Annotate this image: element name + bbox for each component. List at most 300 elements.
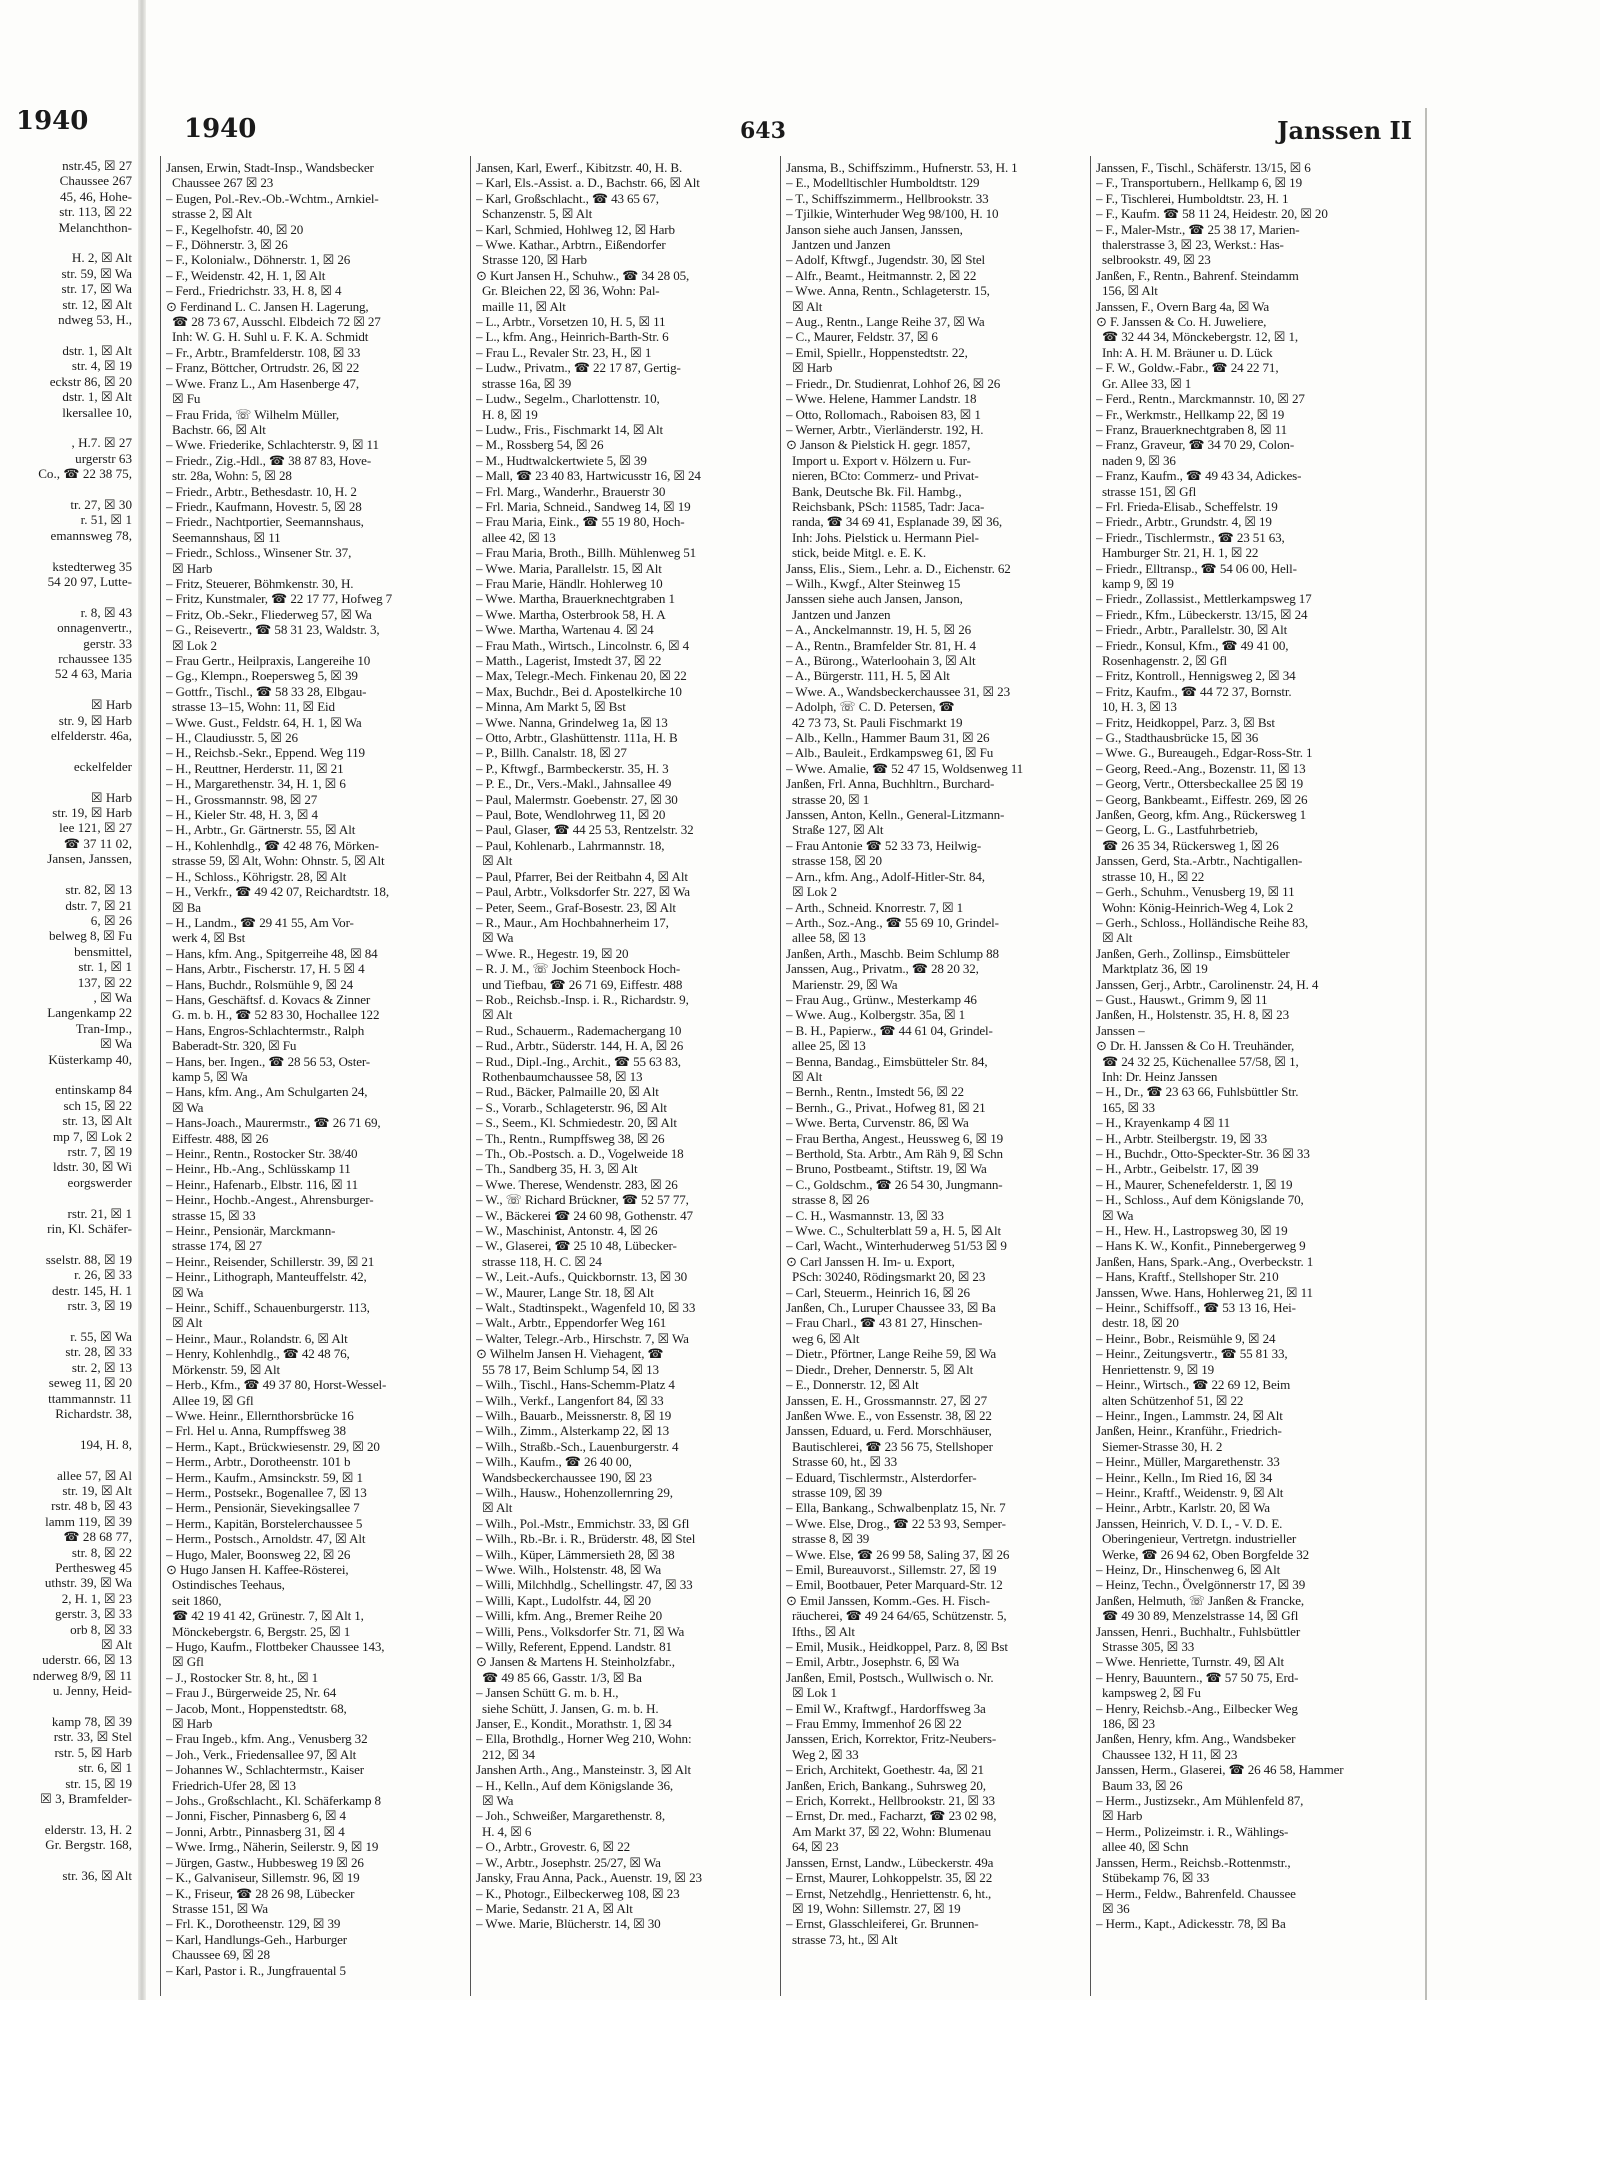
directory-entry-line: – Rob., Reichsb.-Insp. i. R., Richardstr. 9, xyxy=(476,991,689,1007)
left-page-fragment-line: ☎ 28 68 77, xyxy=(63,1529,132,1545)
directory-entry-line: – H., Claudiusstr. 5, ☒ 26 xyxy=(166,730,298,746)
directory-entry-line: – Willy, Referent, Eppend. Landstr. 81 xyxy=(476,1639,672,1654)
directory-entry-line: ⊙ Carl Janssen H. Im- u. Export, xyxy=(786,1253,955,1269)
directory-entry-line: – Hans, ber. Ingen., ☎ 28 56 53, Oster- xyxy=(166,1053,371,1069)
directory-entry-line: – Frau Bertha, Angest., Heussweg 6, ☒ 19 xyxy=(786,1130,1004,1146)
directory-entry-line: – Hans, kfm. Ang., Am Schulgarten 24, xyxy=(166,1084,368,1100)
directory-entry-line: – Wilh., Hausw., Hohenzollernring 29, xyxy=(476,1484,673,1500)
directory-entry-line: – Karl, Pastor i. R., Jungfrauental 5 xyxy=(166,1962,346,1978)
directory-entry-line: Strasse 305, ☒ 33 xyxy=(1102,1639,1195,1654)
left-page-fragment-line xyxy=(0,1067,132,1082)
left-page-fragment-line: rstr. 3, ☒ 19 xyxy=(67,1298,132,1314)
left-page-fragment-line: ttammannstr. 11 xyxy=(48,1390,132,1406)
directory-entry-line: – H., Krayenkamp 4 ☒ 11 xyxy=(1096,1115,1230,1131)
left-page-fragment-line xyxy=(0,1236,132,1251)
directory-entry-line: – J., Rostocker Str. 8, ht., ☒ 1 xyxy=(166,1669,319,1685)
directory-entry-line: Strasse 151, ☒ Wa xyxy=(172,1900,268,1916)
directory-entry-line: ☒ 19, Wohn: Sillemstr. 27, ☒ 19 xyxy=(792,1900,961,1916)
left-page-fragment-line: 54 20 97, Lutte- xyxy=(47,573,132,589)
directory-entry-line: – Heinr., Pensionär, Marckmann- xyxy=(166,1223,336,1239)
directory-entry-line: – Wilh., Tischl., Hans-Schemm-Platz 4 xyxy=(476,1377,675,1393)
left-page-fragment-line: elfelderstr. 46a, xyxy=(50,728,132,744)
directory-entry-line: – F., Transportubern., Hellkamp 6, ☒ 19 xyxy=(1096,175,1302,191)
directory-entry-line: – Wwe. Friederike, Schlachterstr. 9, ☒ 11 xyxy=(166,437,379,453)
directory-entry-line: strasse 118, H. C. ☒ 24 xyxy=(482,1253,602,1269)
directory-entry-line: ☒ Lok 2 xyxy=(172,637,217,653)
directory-entry-line: 212, ☒ 34 xyxy=(482,1746,535,1762)
directory-entry-line: – Dietr., Pförtner, Lange Reihe 59, ☒ Wa xyxy=(786,1346,997,1362)
directory-entry-line: ☒ Gfl xyxy=(172,1654,204,1670)
left-page-text-column xyxy=(0,158,132,1884)
directory-entry-line: – R., Maur., Am Hochbahnerheim 17, xyxy=(476,914,669,930)
left-page-fragment-line: belweg 8, ☒ Fu xyxy=(48,928,132,944)
directory-entry-line: Hamburger Str. 21, H. 1, ☒ 22 xyxy=(1102,545,1259,561)
directory-entry-line: Bank, Deutsche Bk. Fil. Hambg., xyxy=(792,483,962,499)
directory-entry-line: strasse 10, H., ☒ 22 xyxy=(1102,868,1205,884)
directory-entry-line: – Wwe. Aug., Kolbergstr. 35a, ☒ 1 xyxy=(786,1007,966,1023)
directory-entry-line: – Bruno, Postbeamt., Stiftstr. 19, ☒ Wa xyxy=(786,1161,987,1177)
directory-entry-line: Gr. Allee 33, ☒ 1 xyxy=(1102,375,1192,391)
directory-entry-line: Straße 127, ☒ Alt xyxy=(792,822,884,838)
directory-entry-line: – Wwe. A., Wandsbeckerchaussee 31, ☒ 23 xyxy=(786,683,1010,699)
left-page-fragment-line: str. 9, ☒ Harb xyxy=(58,712,132,728)
directory-entry-line: – Frau Math., Wirtsch., Lincolnstr. 6, ☒ 4 xyxy=(476,637,690,653)
directory-entry-line: ☎ 24 32 25, Küchenallee 57/58, ☒ 1, xyxy=(1102,1053,1299,1069)
directory-entry-line: – Wwe. C., Schulterblatt 59 a, H. 5, ☒ Alt xyxy=(786,1223,1002,1239)
directory-entry-line: – Frl. K., Dorotheenstr. 129, ☒ 39 xyxy=(166,1916,341,1932)
directory-entry-line: – Friedr., Dr. Studienrat, Lohhof 26, ☒ 26 xyxy=(786,375,1001,391)
directory-entry-line: – H., Arbtr., Geibelstr. 17, ☒ 39 xyxy=(1096,1161,1259,1177)
directory-entry-line: – Werner, Arbtr., Vierländerstr. 192, H. xyxy=(786,421,984,437)
directory-entry-line: – O., Arbtr., Grovestr. 6, ☒ 22 xyxy=(476,1839,631,1855)
left-page-fragment-line: Küsterkamp 40, xyxy=(48,1051,132,1067)
directory-entry-line: – P., Kftwgf., Barmbeckerstr. 35, H. 3 xyxy=(476,760,669,776)
directory-entry-line: ☎ 28 73 67, Ausschl. Elbdeich 72 ☒ 27 xyxy=(172,314,381,330)
directory-entry-line: – Wwe. G., Bureaugeh., Edgar-Ross-Str. 1 xyxy=(1096,745,1313,761)
left-page-fragment-line: nderweg 8/9, ☒ 11 xyxy=(32,1667,132,1683)
directory-entry-line: – R. J. M., ☏ Jochim Steenbock Hoch- xyxy=(476,961,681,977)
directory-entry-line: allee 25, ☒ 13 xyxy=(792,1038,866,1054)
directory-entry-line: str. 28a, Wohn: 5, ☒ 28 xyxy=(172,468,292,484)
directory-entry-line: – K., Friseur, ☎ 28 26 98, Lübecker xyxy=(166,1885,355,1901)
directory-entry-line: – Arth., Schneid. Knorrestr. 7, ☒ 1 xyxy=(786,899,964,915)
directory-entry-line: Henriettenstr. 9, ☒ 19 xyxy=(1102,1361,1215,1377)
directory-entry-line: – W., Arbtr., Josephstr. 25/27, ☒ Wa xyxy=(476,1854,661,1870)
left-page-fragment-line: dstr. 1, ☒ Alt xyxy=(62,389,132,405)
left-page-fragment-line: lamm 119, ☒ 39 xyxy=(45,1513,132,1529)
left-page-fragment-line: lkersallee 10, xyxy=(62,404,132,420)
directory-entry-line: – Friedr., Nachtportier, Seemannshaus, xyxy=(166,514,364,530)
directory-entry-line: – G., Reisevertr., ☎ 58 31 23, Waldstr. 3, xyxy=(166,622,380,638)
directory-entry-line: Janßen, Heinr., Kranführ., Friedrich- xyxy=(1096,1423,1282,1439)
left-page-fragment-line: rstr. 5, ☒ Harb xyxy=(54,1744,132,1760)
left-page-fragment-line: bensmittel, xyxy=(74,943,132,959)
directory-entry-line: – Georg, Reed.-Ang., Bozenstr. 11, ☒ 13 xyxy=(1096,760,1306,776)
directory-entry-line: – Hans, Arbtr., Fischerstr. 17, H. 5 ☒ 4 xyxy=(166,961,365,977)
directory-entry-line: – F. W., Goldw.-Fabr., ☎ 24 22 71, xyxy=(1096,360,1279,376)
directory-entry-line: – Wwe. Martha, Brauerknechtgraben 1 xyxy=(476,591,675,607)
directory-entry-line: – Karl, Schmied, Hohlweg 12, ☒ Harb xyxy=(476,221,675,237)
left-page-fragment-line: rstr. 48 b, ☒ 43 xyxy=(51,1498,132,1514)
directory-entry-line: – Alfr., Beamt., Heitmannstr. 2, ☒ 22 xyxy=(786,267,977,283)
directory-entry-line: Bautischlerei, ☎ 23 56 75, Stellshoper xyxy=(792,1438,993,1454)
directory-entry-line: – Max, Buchdr., Bei d. Apostelkirche 10 xyxy=(476,683,682,699)
left-page-fragment-line: allee 57, ☒ Al xyxy=(56,1467,132,1483)
directory-entry-line: – Otto, Arbtr., Glashüttenstr. 111a, H. B xyxy=(476,730,678,746)
left-page-fragment-line xyxy=(0,1452,132,1467)
directory-entry-line: Janßen, Hans, Spark.-Ang., Overbeckstr. 1 xyxy=(1096,1253,1314,1269)
directory-entry-line: – W., Leit.-Aufs., Quickbornstr. 13, ☒ 30 xyxy=(476,1269,688,1285)
directory-entry-line: – Eduard, Tischlermstr., Alsterdorfer- xyxy=(786,1469,977,1485)
left-page-fragment-line: str. 19, ☒ Harb xyxy=(52,805,132,821)
left-page-fragment-line: urgerstr 63 xyxy=(75,450,132,466)
directory-entry-line: – Wilh., Kwgf., Alter Steinweg 15 xyxy=(786,575,961,591)
directory-entry-line: allee 42, ☒ 13 xyxy=(482,529,556,545)
directory-entry-line: Jansma, B., Schiffszimm., Hufnerstr. 53, H. 1 xyxy=(786,160,1018,175)
directory-entry-line: Reichsbank, PSch: 11585, Tadr: Jaca- xyxy=(792,498,985,514)
directory-entry-line: – Frau Emmy, Immenhof 26 ☒ 22 xyxy=(786,1716,962,1732)
directory-entry-line: siehe Schütt, J. Jansen, G. m. b. H. xyxy=(482,1700,659,1716)
directory-entry-line: – F., Döhnerstr. 3, ☒ 26 xyxy=(166,237,288,253)
directory-entry-line: – Wwe. Henriette, Turnstr. 49, ☒ Alt xyxy=(1096,1654,1284,1670)
directory-entry-line: – Hans, Kraftf., Stellshoper Str. 210 xyxy=(1096,1269,1279,1285)
directory-entry-line: – Hugo, Kaufm., Flottbeker Chaussee 143, xyxy=(166,1639,385,1654)
directory-entry-line: Janßen, Erich, Bankang., Suhrsweg 20, xyxy=(786,1777,986,1793)
directory-entry-line: – M., Hudtwalckertwiete 5, ☒ 39 xyxy=(476,452,647,468)
directory-entry-line: – Mall, ☎ 23 40 83, Hartwicusstr 16, ☒ 24 xyxy=(476,468,701,484)
directory-entry-line: – Hans, Engros-Schlachtermstr., Ralph xyxy=(166,1022,365,1038)
directory-entry-line: ☎ 26 35 34, Rückersweg 1, ☒ 26 xyxy=(1102,837,1279,853)
left-page-fragment-line: Langenkamp 22 xyxy=(47,1005,132,1021)
column-rule xyxy=(470,156,471,1996)
directory-entry-line: – P., Billh. Canalstr. 18, ☒ 27 xyxy=(476,745,627,761)
directory-entry-line: ⊙ Dr. H. Janssen & Co H. Treuhänder, xyxy=(1096,1038,1295,1054)
directory-entry-line: strasse 8, ☒ 26 xyxy=(792,1192,870,1208)
directory-entry-line: räucherei, ☎ 49 24 64/65, Schützenstr. 5, xyxy=(792,1608,1007,1624)
directory-entry-line: strasse 13–15, Wohn: 11, ☒ Eid xyxy=(172,699,335,715)
directory-entry-line: ☒ Wa xyxy=(172,1099,204,1115)
directory-entry-line: ☒ Wa xyxy=(482,1793,514,1809)
directory-entry-line: Baberadt-Str. 320, ☒ Fu xyxy=(172,1038,297,1054)
directory-entry-line: – Tjilkie, Winterhuder Weg 98/100, H. 10 xyxy=(786,206,999,222)
directory-entry-line: kamp 9, ☒ 19 xyxy=(1102,575,1174,591)
directory-entry-line: allee 40, ☒ Schn xyxy=(1102,1839,1189,1855)
directory-entry-line: ⊙ Hugo Jansen H. Kaffee-Rösterei, xyxy=(166,1561,349,1577)
left-page-fragment-line: eckstr 86, ☒ 20 xyxy=(49,373,132,389)
directory-entry-line: – Georg, Bankbeamt., Eiffestr. 269, ☒ 26 xyxy=(1096,791,1308,807)
directory-entry-line: – Friedr., Arbtr., Parallelstr. 30, ☒ Alt xyxy=(1096,622,1288,638)
directory-entry-line: Wandsbeckerchaussee 190, ☒ 23 xyxy=(482,1469,652,1485)
directory-entry-line: ☒ Ba xyxy=(172,899,201,915)
left-page-fragment-line: , ☒ Wa xyxy=(93,989,132,1005)
left-page-fragment-line xyxy=(0,543,132,558)
directory-entry-line: – Emil, Bureauvorst., Sillemstr. 27, ☒ 19 xyxy=(786,1561,997,1577)
left-page-fragment-line: eckelfelder xyxy=(73,758,132,774)
directory-entry-line: – Heinr., Wirtsch., ☎ 22 69 12, Beim xyxy=(1096,1377,1291,1393)
directory-entry-line: Strasse 120, ☒ Harb xyxy=(482,252,587,268)
directory-entry-line: alten Schützenhof 51, ☒ 22 xyxy=(1102,1392,1244,1408)
directory-entry-line: – Friedr., Tischlermstr., ☎ 23 51 63, xyxy=(1096,529,1285,545)
directory-entry-line: – Heinz, Techn., Övelgönnerstr 17, ☒ 39 xyxy=(1096,1577,1306,1593)
directory-entry-line: – Wwe. Irmg., Näherin, Seilerstr. 9, ☒ 19 xyxy=(166,1839,379,1855)
directory-entry-line: Chaussee 132, H 11, ☒ 23 xyxy=(1102,1746,1238,1762)
directory-entry-line: Jansky, Frau Anna, Pack., Auenstr. 19, ☒ 23 xyxy=(476,1870,702,1886)
directory-entry-line: ☒ Wa xyxy=(482,930,514,946)
directory-entry-line: – Gust., Hauswt., Grimm 9, ☒ 11 xyxy=(1096,991,1268,1007)
directory-entry-line: – Wwe. Therese, Wendenstr. 283, ☒ 26 xyxy=(476,1176,678,1192)
directory-entry-line: – A., Bürgerstr. 111, H. 5, ☒ Alt xyxy=(786,668,950,684)
left-page-fragment-line: ☒ Wa xyxy=(100,1036,132,1052)
directory-entry-line: 42 73 73, St. Pauli Fischmarkt 19 xyxy=(792,714,963,730)
directory-entry-line: – H., Verkfr., ☎ 49 42 07, Reichardtstr. 18, xyxy=(166,884,389,900)
directory-entry-line: 156, ☒ Alt xyxy=(1102,283,1158,299)
directory-entry-line: ☒ Alt xyxy=(1102,930,1133,946)
directory-entry-line: Janßen, F., Rentn., Bahrenf. Steindamm xyxy=(1096,267,1299,283)
directory-entry-line: Janßen, Georg, kfm. Ang., Rückersweg 1 xyxy=(1096,807,1307,823)
running-head: Janssen II xyxy=(1277,116,1412,145)
left-page-fragment-line: Jansen, Janssen, xyxy=(47,851,132,867)
directory-entry-line: ☒ Alt xyxy=(482,1500,513,1516)
directory-entry-line: ☒ Fu xyxy=(172,391,201,407)
directory-entry-line: – Heinr., Schiff., Schauenburgerstr. 113, xyxy=(166,1300,370,1316)
directory-entry-line: ☒ Harb xyxy=(792,360,833,376)
directory-entry-line: – Rud., Dipl.-Ing., Archit., ☎ 55 63 83, xyxy=(476,1053,681,1069)
directory-entry-line: Janssen, Herm., Glaserei, ☎ 26 46 58, Hammer xyxy=(1096,1762,1344,1778)
directory-entry-line: Inh: Johs. Pielstick u. Hermann Piel- xyxy=(792,529,979,545)
directory-entry-line: – Jonni, Arbtr., Pinnasberg 31, ☒ 4 xyxy=(166,1823,345,1839)
directory-entry-line: – Jansen Schütt G. m. b. H., xyxy=(476,1685,619,1701)
column-rule xyxy=(160,156,161,1996)
directory-entry-line: – Emil, Bootbauer, Peter Marquard-Str. 12 xyxy=(786,1577,1003,1593)
left-page-fragment-line: r. 26, ☒ 33 xyxy=(74,1267,132,1283)
directory-entry-line: – Hans-Joach., Maurermstr., ☎ 26 71 69, xyxy=(166,1115,381,1131)
directory-entry-line: – Fritz, Kaufm., ☎ 44 72 37, Bornstr. xyxy=(1096,683,1292,699)
directory-entry-line: strasse 59, ☒ Alt, Wohn: Ohnstr. 5, ☒ Alt xyxy=(172,853,385,869)
left-page-fragment-line: rin, Kl. Schäfer- xyxy=(47,1221,132,1237)
directory-entry-line: – A., Bürong., Waterloohain 3, ☒ Alt xyxy=(786,653,976,668)
directory-entry-line: Am Markt 37, ☒ 22, Wohn: Blumenau xyxy=(792,1823,991,1839)
directory-entry-line: – Fritz, Kontroll., Hennigsweg 2, ☒ 34 xyxy=(1096,668,1296,684)
directory-entry-line: strasse 109, ☒ 39 xyxy=(792,1484,882,1500)
directory-entry-line: – Wilh., Straßb.-Sch., Lauenburgerstr. 4 xyxy=(476,1438,679,1454)
left-page-fragment-line: str. 82, ☒ 13 xyxy=(65,882,132,898)
directory-entry-line: – Wwe. Marie, Blücherstr. 14, ☒ 30 xyxy=(476,1916,661,1932)
page-edge xyxy=(1425,108,1427,2003)
directory-entry-line: – Diedr., Dreher, Dennerstr. 5, ☒ Alt xyxy=(786,1361,974,1377)
directory-entry-line: – Matth., Lagerist, Imstedt 37, ☒ 22 xyxy=(476,653,662,668)
page-number: 643 xyxy=(740,118,786,144)
directory-entry-line: ☎ 49 85 66, Gasstr. 1/3, ☒ Ba xyxy=(482,1669,642,1685)
directory-entry-line: – Fritz, Steuerer, Böhmkenstr. 30, H. xyxy=(166,575,354,591)
directory-entry-line: – A., Rentn., Bramfelder Str. 81, H. 4 xyxy=(786,637,976,653)
directory-entry-line: Bachstr. 66, ☒ Alt xyxy=(172,421,266,437)
directory-entry-line: – Frau J., Bürgerweide 25, Nr. 64 xyxy=(166,1685,337,1701)
directory-entry-line: 165, ☒ 33 xyxy=(1102,1099,1155,1115)
directory-entry-line: – Heinz, Dr., Hinschenweg 6, ☒ Alt xyxy=(1096,1561,1281,1577)
directory-entry-line: kampsweg 2, ☒ Fu xyxy=(1102,1685,1201,1701)
left-page-fragment-line: nstr.45, ☒ 27 xyxy=(62,158,132,173)
directory-entry-line: – Walter, Telegr.-Arb., Hirschstr. 7, ☒ Wa xyxy=(476,1330,689,1346)
directory-entry-line: – Paul, Pfarrer, Bei der Reitbahn 4, ☒ Alt xyxy=(476,868,688,884)
directory-entry-line: kamp 5, ☒ Wa xyxy=(172,1068,248,1084)
directory-entry-line: – Friedr., Zig.-Hdl., ☎ 38 87 83, Hove- xyxy=(166,452,372,468)
directory-entry-line: ☒ Harb xyxy=(1102,1808,1143,1824)
directory-entry-line: – Emil W., Kraftwgf., Hardorffsweg 3a xyxy=(786,1700,986,1716)
directory-entry-line: Inh: Dr. Heinz Janssen xyxy=(1102,1068,1218,1084)
column-rule xyxy=(1090,156,1091,1996)
directory-entry-line: – T., Schiffszimmerm., Hellbrookstr. 33 xyxy=(786,190,989,206)
directory-entry-line: – Paul, Glaser, ☎ 44 25 53, Rentzelstr. 32 xyxy=(476,822,694,838)
left-page-fragment-line xyxy=(0,1190,132,1205)
directory-entry-line: – Herm., Pensionär, Sievekingsallee 7 xyxy=(166,1500,360,1516)
directory-entry-line: 10, H. 3, ☒ 13 xyxy=(1102,699,1177,715)
directory-entry-line: – S., Seem., Kl. Schmiedestr. 20, ☒ Alt xyxy=(476,1115,677,1131)
directory-entry-line: – Ludw., Privatm., ☎ 22 17 87, Gertig- xyxy=(476,360,681,376)
left-page-fragment-line: r. 55, ☒ Wa xyxy=(70,1328,132,1344)
directory-entry-line: – Wwe. Anna, Rentn., Schlageterstr. 15, xyxy=(786,283,990,299)
directory-entry-line: ⊙ Jansen & Martens H. Steinholzfabr., xyxy=(476,1654,675,1670)
directory-entry-line: – Heinr., Hb.-Ang., Schlüsskamp 11 xyxy=(166,1161,351,1177)
directory-entry-line: 64, ☒ 23 xyxy=(792,1839,839,1855)
directory-entry-line: Janßen, Emil, Postsch., Wullwisch o. Nr. xyxy=(786,1669,994,1685)
left-page-fragment-line: str. 59, ☒ Wa xyxy=(61,265,132,281)
directory-entry-line: ☒ Alt xyxy=(482,853,513,869)
left-page-fragment-line: str. 113, ☒ 22 xyxy=(59,204,132,220)
directory-entry-line: – Minna, Am Markt 5, ☒ Bst xyxy=(476,699,626,715)
directory-entry-line: – Willi, Kapt., Ludolfstr. 44, ☒ 20 xyxy=(476,1592,651,1608)
directory-entry-line: – Paul, Malermstr. Goebenstr. 27, ☒ 30 xyxy=(476,791,678,807)
left-page-fragment-line: str. 8, ☒ 22 xyxy=(71,1544,132,1560)
directory-entry-line: – Gerh., Schuhm., Venusberg 19, ☒ 11 xyxy=(1096,884,1295,900)
directory-entry-line: – Willi, Pens., Volksdorfer Str. 71, ☒ Wa xyxy=(476,1623,685,1639)
directory-entry-line: – Wilh., Pol.-Mstr., Emmichstr. 33, ☒ Gfl xyxy=(476,1515,690,1531)
directory-entry-line: – Friedr., Schloss., Winsener Str. 37, xyxy=(166,545,352,561)
directory-entry-line: Weg 2, ☒ 33 xyxy=(792,1746,859,1762)
directory-entry-line: Janssen, Ernst, Landw., Lübeckerstr. 49a xyxy=(786,1854,994,1870)
left-page-fragment-line: onnagenvertr., xyxy=(57,620,132,636)
directory-entry-line: Stübekamp 76, ☒ 33 xyxy=(1102,1870,1210,1886)
directory-entry-line: ☒ Harb xyxy=(172,1716,213,1732)
directory-entry-line: 55 78 17, Beim Schlump 54, ☒ 13 xyxy=(482,1361,659,1377)
directory-entry-line: – Herm., Kaufm., Amsinckstr. 59, ☒ 1 xyxy=(166,1469,363,1485)
directory-entry-line: – Herm., Feldw., Bahrenfeld. Chaussee xyxy=(1096,1885,1296,1901)
directory-entry-line: – Paul, Kohlenarb., Lahrmannstr. 18, xyxy=(476,837,665,853)
directory-entry-line: H. 4, ☒ 6 xyxy=(482,1823,532,1839)
directory-entry-line: – Jacob, Mont., Hoppenstedtstr. 68, xyxy=(166,1700,347,1716)
directory-entry-line: – Karl, Großschlacht., ☎ 43 65 67, xyxy=(476,190,659,206)
directory-entry-line: – Frl. Frieda-Elisab., Scheffelstr. 19 xyxy=(1096,498,1278,514)
directory-entry-line: – Fr., Arbtr., Bramfelderstr. 108, ☒ 33 xyxy=(166,344,361,360)
left-page-fragment-line: ☒ Alt xyxy=(100,1637,132,1652)
directory-entry-line: Janßen, H., Holstenstr. 35, H. 8, ☒ 23 xyxy=(1096,1007,1289,1023)
directory-entry-line: – Heinr., Maur., Rolandstr. 6, ☒ Alt xyxy=(166,1330,348,1346)
directory-entry-line: ☒ Wa xyxy=(1102,1207,1134,1223)
directory-entry-line: – Frau L., Revaler Str. 23, H., ☒ 1 xyxy=(476,344,652,360)
directory-entry-line: Janßen, Gerh., Zollinsp., Eimsbütteler xyxy=(1096,945,1290,961)
left-page-fragment-line: uthstr. 39, ☒ Wa xyxy=(44,1575,132,1591)
left-page-fragment-line: str. 17, ☒ Wa xyxy=(61,281,132,297)
directory-entry-line: – Marie, Sedanstr. 21 A, ☒ Alt xyxy=(476,1900,633,1916)
directory-entry-line: Werke, ☎ 26 94 62, Oben Borgfelde 32 xyxy=(1102,1546,1310,1562)
directory-entry-line: Janßen, Henry, kfm. Ang., Wandsbeker xyxy=(1096,1731,1296,1747)
directory-entry-line: – Herm., Kapt., Adickesstr. 78, ☒ Ba xyxy=(1096,1916,1286,1932)
directory-entry-line: – Adolph, ☏ C. D. Petersen, ☎ xyxy=(786,699,955,715)
directory-entry-line: – Frau Antonie ☎ 52 33 73, Heilwig- xyxy=(786,837,982,853)
directory-entry-line: – Heinr., Schiffsoff., ☎ 53 13 16, Hei- xyxy=(1096,1300,1296,1316)
left-page-fragment-line: str. 1, ☒ 1 xyxy=(78,959,132,975)
directory-entry-line: Schanzenstr. 5, ☒ Alt xyxy=(482,206,593,222)
directory-entry-line: – Max, Telegr.-Mech. Finkenau 20, ☒ 22 xyxy=(476,668,687,684)
directory-entry-line: – Georg, L. G., Lastfuhrbetrieb, xyxy=(1096,822,1258,838)
left-page-fragment-line xyxy=(0,420,132,435)
directory-entry-line: Siemer-Strasse 30, H. 2 xyxy=(1102,1438,1223,1454)
directory-entry-line: – Wwe. Else, Drog., ☎ 22 53 93, Semper- xyxy=(786,1515,1006,1531)
left-page-fragment-line xyxy=(0,867,132,882)
directory-entry-line: – Wwe. Martha, Wartenau 4. ☒ 24 xyxy=(476,622,654,638)
directory-entry-line: – S., Vorarb., Schlageterstr. 96, ☒ Alt xyxy=(476,1099,667,1115)
directory-entry-line: – Wwe. Else, ☎ 26 99 58, Saling 37, ☒ 26 xyxy=(786,1546,1010,1562)
directory-entry-line: – Rud., Schauerm., Rademachergang 10 xyxy=(476,1022,682,1038)
directory-entry-line: strasse 2, ☒ Alt xyxy=(172,206,252,222)
directory-entry-line: – H., Kieler Str. 48, H. 3, ☒ 4 xyxy=(166,807,318,823)
directory-entry-line: – H., Margarethenstr. 34, H. 1, ☒ 6 xyxy=(166,776,346,792)
directory-entry-line: Mörkenstr. 59, ☒ Alt xyxy=(172,1361,281,1377)
directory-entry-line: – Alb., Bauleit., Erdkampsweg 61, ☒ Fu xyxy=(786,745,994,761)
directory-entry-line: – Hans, kfm. Ang., Spitgerreihe 48, ☒ 84 xyxy=(166,945,378,961)
left-page-fragment-line: lee 121, ☒ 27 xyxy=(59,820,132,836)
directory-entry-line: – Ferd., Friedrichstr. 33, H. 8, ☒ 4 xyxy=(166,283,342,299)
left-page-fragment-line: Perthesweg 45 xyxy=(55,1559,132,1575)
directory-entry-line: – Fritz, Heidkoppel, Parz. 3, ☒ Bst xyxy=(1096,714,1275,730)
directory-entry-line: Janssen, Anton, Kelln., General-Litzmann- xyxy=(786,807,1005,823)
directory-entry-line: ☒ Alt xyxy=(792,298,823,314)
left-page-fragment-line: dstr. 7, ☒ 21 xyxy=(65,897,132,913)
directory-entry-line: ☎ 32 44 34, Mönckebergstr. 12, ☒ 1, xyxy=(1102,329,1299,345)
directory-entry-line: – W., Maschinist, Antonstr. 4, ☒ 26 xyxy=(476,1223,658,1239)
directory-entry-line: Eiffestr. 488, ☒ 26 xyxy=(172,1130,269,1146)
directory-entry-line: – Herm., Postsekr., Bogenallee 7, ☒ 13 xyxy=(166,1484,367,1500)
left-page-fragment-line: ldstr. 30, ☒ Wi xyxy=(53,1159,132,1175)
directory-entry-line: ⊙ F. Janssen & Co. H. Juweliere, xyxy=(1096,314,1267,330)
directory-entry-line: – Ludw., Segelm., Charlottenstr. 10, xyxy=(476,391,660,407)
directory-entry-line: Janßen, Arth., Maschb. Beim Schlump 88 xyxy=(786,945,999,961)
directory-entry-line: ☒ Alt xyxy=(792,1068,823,1084)
left-page-fragment-line: kamp 78, ☒ 39 xyxy=(51,1714,132,1730)
directory-entry-line: Ostindisches Teehaus, xyxy=(172,1577,285,1593)
directory-entry-line: – Berthold, Sta. Arbtr., Am Räh 9, ☒ Schn xyxy=(786,1146,1003,1161)
left-page-fragment-line: Richardstr. 38, xyxy=(55,1405,132,1421)
directory-page xyxy=(160,108,1422,2003)
directory-entry-line: seit 1860, xyxy=(172,1592,222,1608)
directory-entry-line: – Heinr., Ingen., Lammstr. 24, ☒ Alt xyxy=(1096,1407,1283,1423)
page-year: 1940 xyxy=(184,114,257,144)
page-binding-gutter xyxy=(138,0,146,2177)
directory-entry-line: – Th., Sandberg 35, H. 3, ☒ Alt xyxy=(476,1161,638,1177)
directory-entry-line: – Herm., Arbtr., Dorotheenstr. 101 b xyxy=(166,1454,351,1470)
left-page-fragment-line: ndweg 53, H., xyxy=(58,312,132,328)
directory-entry-line: – Henry, Kohlenhdlg., ☎ 42 48 76, xyxy=(166,1346,350,1362)
directory-entry-line: – Joh., Schweißer, Margarethenstr. 8, xyxy=(476,1808,665,1824)
directory-entry-line: – Franz, Kaufm., ☎ 49 43 34, Adickes- xyxy=(1096,468,1302,484)
directory-entry-line: – L., Arbtr., Vorsetzen 10, H. 5, ☒ 11 xyxy=(476,314,666,330)
directory-entry-line: – Arth., Soz.-Ang., ☎ 55 69 10, Grindel- xyxy=(786,914,999,930)
directory-entry-line: Chaussee 267 ☒ 23 xyxy=(172,175,274,191)
directory-entry-line: Janssen, F., Tischl., Schäferstr. 13/15, ☒ 6 xyxy=(1096,160,1311,175)
left-page-fragment-line: tr. 27, ☒ 30 xyxy=(70,496,132,512)
left-page-fragment-line: ☒ Harb xyxy=(90,697,132,713)
directory-entry-line: – Wwe. Gust., Feldstr. 64, H. 1, ☒ Wa xyxy=(166,714,362,730)
directory-entry-line: Janssen, Henri., Buchhaltr., Fuhlsbüttler xyxy=(1096,1623,1301,1639)
